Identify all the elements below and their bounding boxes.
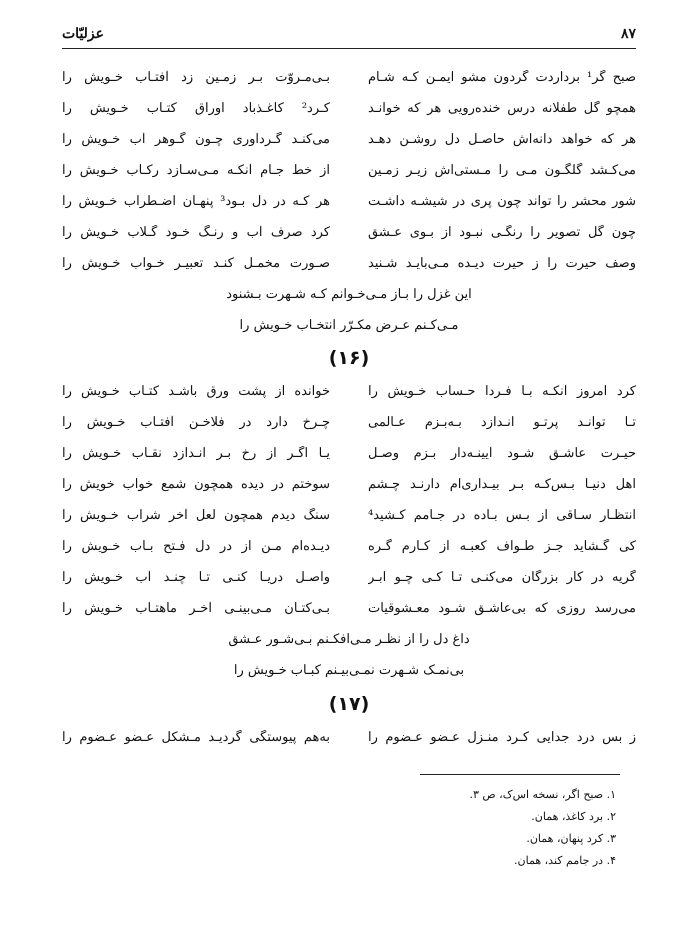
hemistich-first: کی گـشاید جـز طـواف کعبـه از کـارم گـره	[368, 539, 636, 554]
closing-line: مـی‌کـنم عـرض مکـرّر انتخـاب خـویش را	[239, 318, 459, 333]
hemistich-second: سوختم در دیده همچون شمع خواب خویش را	[62, 477, 330, 492]
poem-block-3	[62, 686, 636, 753]
footnotes	[469, 784, 616, 872]
hemistich-first: می‌رسد روزی که بی‌عاشـق شـود معـشوقیات	[368, 601, 636, 616]
hemistich-second: واصـل دریـا کنـی تـا چنـد آب خـویش را	[62, 570, 330, 585]
couplet	[62, 531, 636, 562]
couplet	[62, 500, 636, 531]
hemistich-second: بـی‌کتـان مـی‌بینـی آخـر ماهتـاب خـویش را	[62, 601, 330, 616]
hemistich-first: هر که خواهد دانه‌اش حاصـل دل روشـن دهـد	[368, 132, 636, 147]
closing-line: بی‌نمـک شـهرت نمـی‌بیـنم کبـاب خـویش را	[233, 663, 465, 678]
poem-number: (۱۶)	[328, 347, 370, 369]
hemistich-second: از خط جـام آنکـه مـی‌سـازد رکـاب خـویش را	[62, 163, 330, 178]
hemistich-first: ز بس درد جدایی کـرد منـزل عـضو عـضوم را	[368, 730, 636, 745]
hemistich-first: همچو گل طفلانه درس خنده‌رویی هر که خوانـد	[368, 101, 636, 116]
couplet	[62, 407, 636, 438]
couplet	[62, 469, 636, 500]
couplet	[62, 62, 636, 93]
hemistich-first: گریه در کار بزرگان می‌کنـی تـا کـی چـو ابـر	[368, 570, 636, 585]
footnote: ۴. در جامم کند، همان.	[514, 854, 616, 867]
hemistich-second: کرد صرف آب و رنـگ خـود گـلاب خـویش را	[62, 225, 330, 240]
hemistich-first: صبح گر¹ برداردت گردون مشو ایمـن کـه شـام	[368, 70, 636, 85]
page-number: ۸۷	[620, 26, 636, 42]
couplet	[62, 124, 636, 155]
closing-line: این غزل را بـاز مـی‌خـوانم کـه شـهرت بـشنود	[226, 287, 472, 302]
hemistich-second: چـرخ دارد در فلاخـن آفتـاب خـویش را	[62, 415, 330, 430]
section-title: عزلیّات	[62, 26, 105, 42]
footnote: ۱. صبح اگر، نسخه اس‌ک، ص ۳.	[469, 788, 616, 801]
hemistich-first: وصف حیرت را ز حیرت دیـده مـی‌بایـد شـنید	[368, 256, 636, 271]
couplet	[62, 438, 636, 469]
hemistich-first: کرد امروز آنکـه بـا فـردا حـساب خـویش را	[368, 384, 636, 399]
couplet	[62, 217, 636, 248]
running-header	[62, 22, 636, 46]
hemistich-second: سنگ دیدم همچون لعل آخر شراب خـویش را	[62, 508, 330, 523]
hemistich-first: انتظـار سـاقی از بـس بـاده در جـامم کـشید⁴	[368, 508, 636, 523]
couplet	[62, 186, 636, 217]
couplet	[62, 248, 636, 279]
hemistich-second: به‌هم پیوستگی گردیـد مـشکل عـضو عـضوم را	[62, 730, 330, 745]
couplet	[62, 93, 636, 124]
hemistich-first: می‌کـشد گلگـون مـی را مـستی‌اش زیـر زمـین	[368, 163, 636, 178]
hemistich-second: صـورت مخمـل کنـد تعبیـر خـواب خـویش را	[62, 256, 330, 271]
couplet	[62, 155, 636, 186]
header-divider	[62, 48, 636, 49]
hemistich-second: کـرد² کاغـذباد اوراق کتـاب خـویش را	[62, 101, 330, 116]
footnote: ۳. کرد پنهان، همان.	[526, 832, 616, 845]
closing-line: داغ دل را از نظـر مـی‌افکـنم بـی‌شـور عـشق	[228, 632, 470, 647]
hemistich-second: بـی‌مـروّت بـر زمـین زد آفتـاب خـویش را	[62, 70, 330, 85]
hemistich-second: یـا اگـر از رخ بـر انـدازد نقـاب خـویش را	[62, 446, 330, 461]
poem-number: (۱۷)	[328, 693, 370, 715]
hemistich-first: اهل دنیـا بـس‌کـه بـر بیـداری‌ام دارنـد چـشم	[368, 477, 636, 492]
hemistich-first: شور محشر را تواند چون پری در شیشـه داشـت	[368, 194, 636, 209]
couplet	[62, 593, 636, 624]
poem-block-2	[62, 340, 636, 686]
hemistich-second: می‌کنـد گـردآوری چـون گـوهر آب خـویش را	[62, 132, 330, 147]
hemistich-second: هر کـه در دل بـود³ پنهـان اضـطراب خـویش را	[62, 194, 330, 209]
hemistich-second: دیـده‌ام مـن از در دل فـتح بـاب خـویش را	[62, 539, 330, 554]
couplet	[62, 722, 636, 753]
poem-block-1	[62, 62, 636, 341]
hemistich-second: خوانده از پشت ورق باشـد کتـاب خـویش را	[62, 384, 330, 399]
footnote-divider	[420, 774, 620, 775]
hemistich-first: حیـرت عاشـق شـود آیینـه‌دار بـزم وصـل	[368, 446, 636, 461]
hemistich-first: تـا توانـد پرتـو انـدازد بـه‌بـزم عـالمی	[368, 415, 636, 430]
footnote: ۲. برد کاغذ، همان.	[531, 810, 616, 823]
couplet	[62, 376, 636, 407]
hemistich-first: چون گل تصویر را رنگـی نبـود از بـوی عـشق	[368, 225, 636, 240]
couplet	[62, 562, 636, 593]
